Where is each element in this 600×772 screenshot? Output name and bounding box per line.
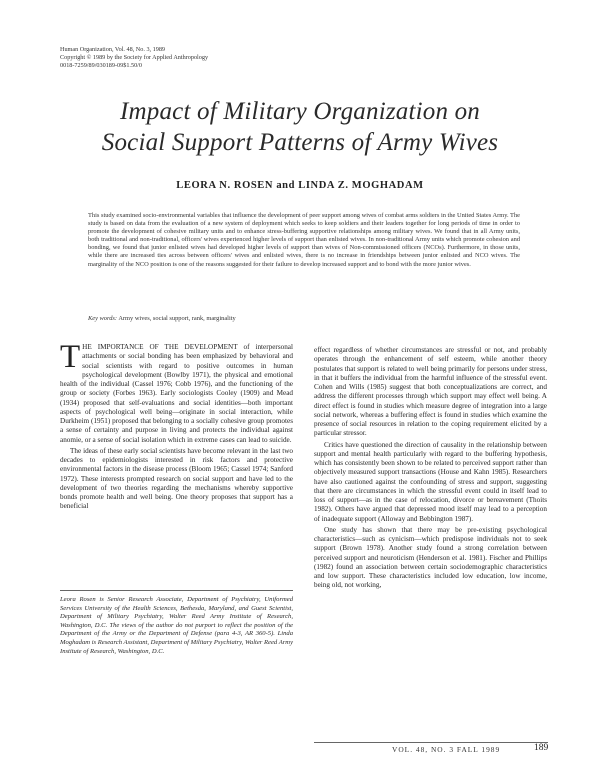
paragraph: The ideas of these early social scientists have become relevant in the last two decades to epidemiologists interested in risk factors and protective environmental factors in the disease process (Bloom 1965; Cassel 1974; Sanford 1972). These interests prompted research on social support and have led to the development of two theories regarding the mechanisms whereby supportive bonds promote health and well being. One theory proposes that support has a beneficial	[60, 446, 293, 511]
drop-cap: T	[60, 339, 81, 375]
keywords	[88, 315, 520, 323]
keywords-text: Army wives, social support, rank, marginality	[118, 315, 236, 322]
paragraph: effect regardless of whether circumstances are stressful or not, and probably operates through the enhancement of self esteem, while another theory postulates that support is related to well being primarily for persons under stress, in that it buffers the individual from the harmful influence of the stressful event. Cohen and Wills (1985) suggest that both conceptualizations are correct, and address the different processes through which support may effect well being. A direct effect is found in studies which measure degree of integration into a large social network, whereas a buffering effect is found in studies which examine the presence of social resources in relation to the coping requirement elicited by a particular stressor.	[314, 346, 547, 438]
paragraph: Critics have questioned the direction of causality in the relationship between support and mental health particularly with regard to the buffering hypothesis, which has consistently been shown to be related to perceived support rather than objectively measured support transactions (House and Kahn 1985). Researchers have also cautioned against the confounding of stress and support, suggesting that there are circumstances in which the stressful event could in itself lead to loss of support—as in the case of relocation, divorce or bereavement (Thoits 1982). Others have argued that depressed mood itself may lead to a perception of inadequate support (Alloway and Bebbington 1987).	[314, 440, 547, 523]
journal-header	[60, 46, 208, 70]
author-footnote: Leora Rosen is Senior Research Associate, Department of Psychiatry, Uniformed Services University of the Health Sciences, Bethesda, Maryland, and Guest Scientist, Department of Military Psychiatry, Walter Reed Army Institute of Research, Washington, D.C. The views of the author do not purport to reflect the position of the Department of the Army or the Department of Defense (para 4-3, AR 360-5). Linda Moghadam is Research Assistant, Department of Military Psychiatry, Walter Reed Army Institute of Research, Washington, D.C.	[60, 596, 293, 655]
abstract: This study examined socio-environmental variables that influence the development of peer support among wives of combat arms soldiers in the United States Army. The study is based on data from the evaluation of a new system of deployment which seeks to keep soldiers and their leaders together for long periods of time in order to promote the development of cohesive military units and to enhance stress-buffering supportive relationships among military wives. We found that in all Army units, both traditional and non-traditional, officers' wives experienced higher levels of support than enlisted wives. In non-traditional Army units which promote cohesion and bonding, we found that junior enlisted wives had developed higher levels of support than wives of Non-commissioned officers (NCOs). Furthermore, in those units, while there are increased ties across between officers' wives and enlisted wives, there is no increase in friendships between junior enlisted and NCO wives. The marginality of the NCO position is one of the reasons suggested for their failure to develop increased support and to bond with the more junior wives.	[88, 212, 520, 268]
author-byline: LEORA N. ROSEN and LINDA Z. MOGHADAM	[176, 180, 424, 191]
page-number: 189	[534, 743, 549, 753]
article-title	[40, 96, 560, 158]
paragraph	[60, 339, 293, 445]
footer-divider	[314, 742, 548, 743]
keywords-label: Key words:	[88, 315, 118, 322]
title-line-1: Impact of Military Organization on	[119, 98, 481, 125]
issn-line: 0018-7259/89/030189-09$1.50/0	[60, 62, 142, 69]
journal-citation: Human Organization, Vol. 48, No. 3, 1989	[60, 46, 166, 53]
title-line-2: Social Support Patterns of Army Wives	[101, 129, 499, 156]
footnote-divider	[60, 590, 293, 591]
paragraph: One study has shown that there may be pre-existing psychological characteristics—such as cynicism—which predispose individuals not to seek support (Brown 1978). Another study found a strong correlation between perceived support and neuroticism (Henderson et al. 1981). Fischer and Phillips (1982) found an association between certain sociodemographic characteristics and low support. These characteristics included low education, low income, being old, not working,	[314, 525, 547, 590]
footer-issue: VOL. 48, NO. 3 FALL 1989	[392, 745, 501, 754]
copyright-line: Copyright © 1989 by the Society for Applied Anthropology	[60, 54, 209, 61]
body-column-right	[314, 346, 547, 593]
body-column-left	[60, 339, 293, 514]
paragraph-text: HE IMPORTANCE OF THE DEVELOPMENT of interpersonal attachments or social bonding has been emphasized by behavioral and social scientists with regard to positive outcomes in human psychological development (Bowlby 1971), the physical and emotional health of the individual (Cassel 1976; Cobb 1976), and the functioning of the group or society (Forbes 1963). Early sociologists Cooley (1909) and Mead (1934) proposed that self-evaluations and social identities—both important aspects of psychological well being—originate in social interaction, while Durkheim (1951) proposed that belonging to a socially cohesive group promotes a sense of certainty and purpose in living and protects the individual against anomie, or a sense of social isolation which in extreme cases can lead to suicide.	[60, 343, 293, 444]
